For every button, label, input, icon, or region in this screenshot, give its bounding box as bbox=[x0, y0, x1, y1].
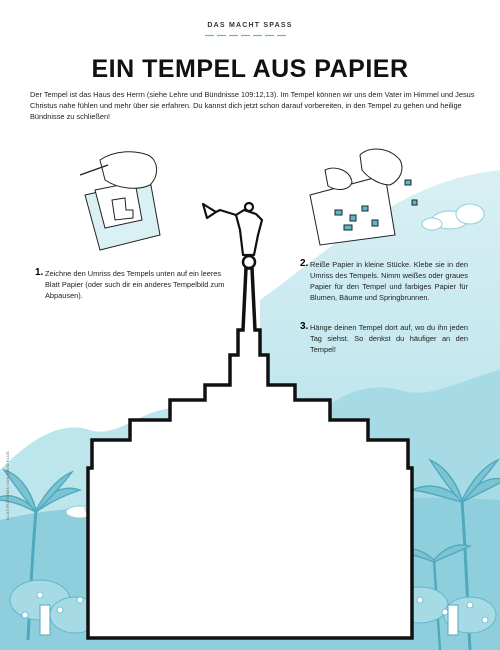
step-3 bbox=[300, 321, 468, 355]
step-2-number: 2. bbox=[300, 258, 309, 269]
step-1 bbox=[35, 267, 235, 301]
hand-tracing-sketch bbox=[80, 152, 160, 250]
step-1-text: Zeichne den Umriss des Tempels unten auf ein leeres Blatt Papier (oder such dir ein anderes Tempelbild zum Abpausen). bbox=[45, 269, 225, 300]
spire-ball bbox=[243, 256, 255, 268]
angel-moroni-icon bbox=[203, 203, 262, 255]
step-3-number: 3. bbox=[300, 321, 309, 332]
step-3-text: Hänge deinen Tempel dort auf, wo du ihn jeden Tag siehst. So denkst du häufiger an den Tempel! bbox=[310, 323, 468, 354]
intro-paragraph: Der Tempel ist das Haus des Herrn (siehe Lehre und Bündnisse 109:12,13). Im Tempel können wir uns dem Vater im Himmel und Jesus Christus nahe fühlen und mehr über sie erfahren. Du kannst dich jetzt schon darauf vorbereiten, in den Tempel zu gehen und heilige Bündnisse zu schließen! bbox=[30, 90, 475, 122]
illustration-credit: ILLUSTRATIONEN VON DAVID KLUG bbox=[6, 451, 10, 520]
page-title: EIN TEMPEL AUS PAPIER bbox=[91, 55, 409, 83]
step-2-text: Reiße Papier in kleine Stücke. Klebe sie in den Umriss des Tempels. Nimm weißes oder graues Papier für den Tempel und farbiges Papier für Blumen, Bäume und Springbrunnen. bbox=[310, 260, 468, 302]
step-1-number: 1. bbox=[35, 267, 44, 278]
kicker-decorative-line bbox=[205, 34, 295, 37]
step-2 bbox=[300, 258, 468, 303]
section-kicker: DAS MACHT SPASS bbox=[207, 22, 293, 29]
